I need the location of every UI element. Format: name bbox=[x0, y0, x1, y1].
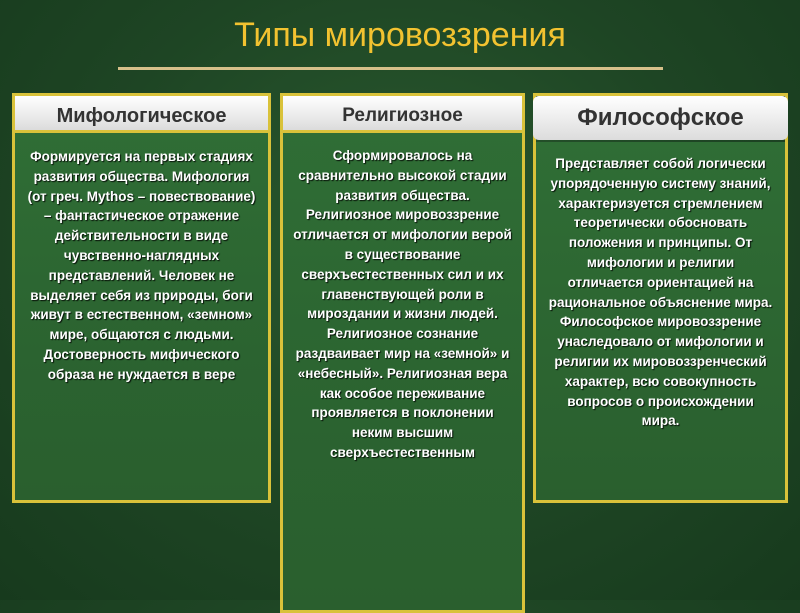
column-description: Формируется на первых стадиях развития общества. Мифология (от греч. Mythos – повествование) – фантастическое отражение действительности в виде чувственно-наглядных представлений. Человек не выделяет себя из природы, боги живут в естественном, «земном» мире, общаются с людьми. Достоверность мифического образа не нуждается в вере bbox=[27, 149, 256, 382]
column-description: Представляет собой логически упорядоченную систему знаний, характеризуется стремлением теоретически обосновать положения и принципы. От мифологии и религии отличается ориентацией на рациональное объяснение мира. Философское мировоззрение унаследовало от мифологии и религии их мировоззренческий характер, всю совокупность вопросов о происхождении мира. bbox=[548, 156, 773, 429]
title-underline bbox=[118, 67, 663, 70]
column-description: Сформировалось на сравнительно высокой стадии развития общества. Религиозное мировоззрение отличается от мифологии верой в существование сверхъестественных сил и их главенствующей роли в мироздании и жизни людей. Религиозное сознание раздваивает мир на «земной» и «небесный». Религиозная вера как особое переживание проявляется в поклонении неким высшим сверхъестественным bbox=[293, 148, 512, 460]
column-religious bbox=[280, 93, 525, 613]
slide-title: Типы мировоззрения bbox=[234, 16, 566, 54]
column-philosophical bbox=[533, 93, 788, 503]
column-body bbox=[12, 130, 271, 503]
column-body bbox=[280, 130, 525, 613]
column-heading: Мифологическое bbox=[12, 93, 271, 133]
column-heading: Философское bbox=[533, 96, 788, 140]
column-heading: Религиозное bbox=[280, 93, 525, 133]
column-mythological bbox=[12, 93, 271, 503]
column-body bbox=[533, 93, 788, 503]
